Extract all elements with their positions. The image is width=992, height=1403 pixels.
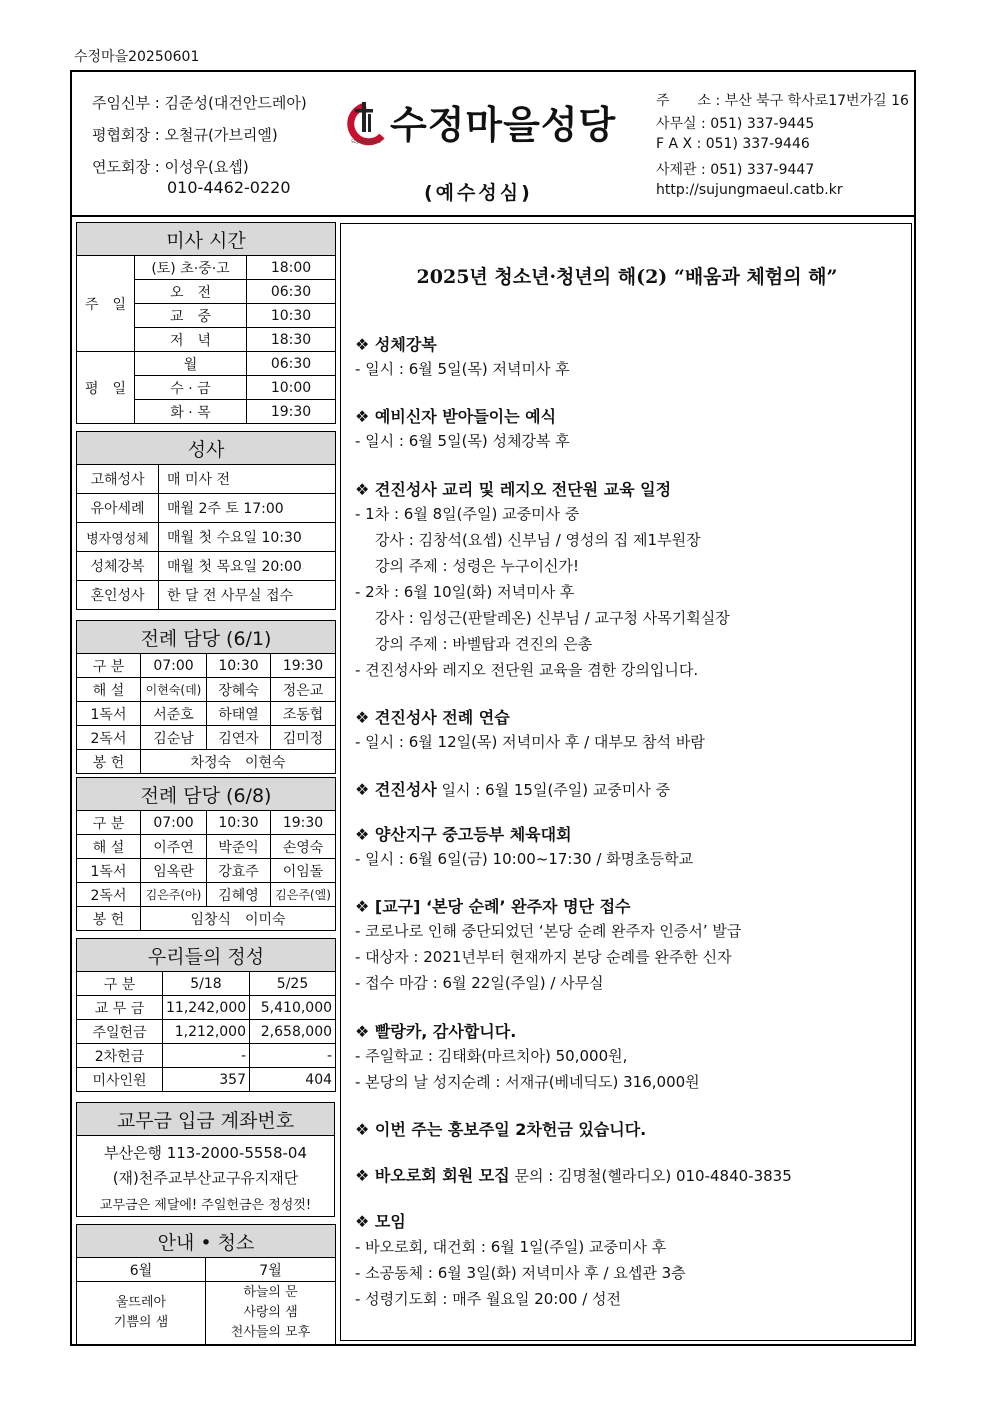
notice-text: - 2차 : 6월 10일(화) 저녁미사 후: [355, 583, 575, 601]
offering-table: [76, 938, 336, 1092]
mass-time: 18:30: [247, 328, 336, 352]
liturgy-role: 해 설: [77, 678, 141, 702]
notice-text: - 견진성사와 레지오 전단원 교육을 겸한 강의입니다.: [355, 661, 699, 679]
notice-section-heading: [355, 1209, 406, 1232]
notice-text: - 일시 : 6월 12일(목) 저녁미사 후 / 대부모 참석 바람: [355, 733, 705, 751]
notice-section-heading: [355, 1163, 792, 1186]
mass-time: 18:00: [247, 256, 336, 280]
notice-text: - 코로나로 인해 중단되었던 ‘본당 순례 완주자 인증서’ 발급: [355, 922, 742, 940]
liturgy-cell: 김은주(엘): [271, 883, 336, 907]
pastor: 주임신부 : 김준성(대건안드레아): [92, 94, 307, 112]
office-phone: 사무실 : 051) 337-9445: [656, 116, 815, 132]
cleaning-table: [76, 1224, 336, 1345]
bulletin-frame: [70, 70, 916, 1346]
notice-text: ❖ 이번 주는 홍보주일 2차헌금 있습니다.: [355, 1120, 647, 1139]
notice-text: 강의 주제 : 바벨탑과 견진의 은총: [375, 635, 593, 653]
liturgy-role: 봉 헌: [77, 750, 141, 774]
account-table: [76, 1102, 335, 1217]
liturgy-cell: 임옥란: [141, 859, 207, 883]
mass-time: 06:30: [247, 280, 336, 304]
notice-section-heading: [355, 1019, 516, 1042]
liturgy-role: 2독서: [77, 726, 141, 750]
liturgy-cell: 김순남: [141, 726, 207, 750]
notice-section-heading: [355, 404, 556, 427]
church-logo-icon: [346, 98, 390, 146]
liturgy-role: 1독서: [77, 859, 141, 883]
notice-item: [355, 946, 732, 967]
sacrament-value: 매월 첫 수요일 10:30: [159, 523, 336, 552]
notice-item: [375, 607, 730, 628]
notice-item: [355, 430, 570, 451]
mass-label: 저 녁: [135, 328, 247, 352]
address: 주 소 : 부산 북구 학사로17번가길 16: [656, 93, 909, 109]
cleaning-title: 안내 • 청소: [77, 1225, 336, 1258]
account-note: 교무금은 제달에! 주일헌금은 정성껏!: [77, 1190, 335, 1217]
sacrament-value: 매 미사 전: [159, 465, 336, 494]
notice-item: [355, 503, 579, 524]
notice-section-heading: [355, 1117, 646, 1140]
sacrament-name: 병자영성체: [77, 523, 159, 552]
mass-time: 10:30: [247, 304, 336, 328]
notice-item: [355, 1288, 621, 1309]
notice-text: - 바오로회, 대건회 : 6월 1일(주일) 교중미사 후: [355, 1238, 667, 1256]
notice-item: [355, 848, 693, 869]
notice-text: ❖ 양산지구 중고등부 체육대회: [355, 825, 572, 844]
notice-text: ❖ 견진성사: [355, 780, 437, 799]
notice-detail: 일시 : 6월 15일(주일) 교중미사 중: [436, 781, 671, 799]
account-holder: (재)천주교부산교구유지재단: [77, 1165, 335, 1190]
offering-label: 2차헌금: [77, 1044, 163, 1068]
notice-text: 강사 : 임성근(판탈레온) 신부님 / 교구청 사목기획실장: [375, 609, 730, 627]
sunday-label: 주 일: [77, 256, 135, 352]
offering-label: 주일헌금: [77, 1020, 163, 1044]
liturgy-cell: 김미정: [271, 726, 336, 750]
mass-label: 오 전: [135, 280, 247, 304]
notice-section-heading: [355, 477, 671, 500]
liturgy-cell: 김혜영: [207, 883, 271, 907]
liturgy-offer: 차정숙 이현숙: [141, 750, 336, 774]
liturgy-head: 10:30: [207, 811, 271, 835]
notice-detail: 문의 : 김명철(헬라디오) 010-4840-3835: [509, 1167, 792, 1185]
liturgy-cell: 조동협: [271, 702, 336, 726]
mass-label: 수 · 금: [135, 376, 247, 400]
offering-value: 11,242,000: [163, 996, 250, 1020]
notice-panel: [340, 223, 912, 1341]
offering-value: 404: [250, 1068, 336, 1092]
website-link[interactable]: http://sujungmaeul.catb.kr: [656, 182, 843, 198]
offering-head: 구 분: [77, 972, 163, 996]
cleaning-month: 6월: [77, 1258, 206, 1282]
cleaning-month: 7월: [206, 1258, 336, 1282]
liturgy-role: 2독서: [77, 883, 141, 907]
cleaning-group: 천사들의 모후: [230, 1325, 311, 1340]
notice-text: ❖ 바오로회 회원 모집: [355, 1166, 510, 1185]
notice-item: [355, 1262, 686, 1283]
fax: F A X : 051) 337-9446: [656, 136, 810, 152]
notice-text: 강의 주제 : 성령은 누구이신가!: [375, 557, 580, 575]
liturgy-cell: 강효주: [207, 859, 271, 883]
notice-text: ❖ 견진성사 교리 및 레지오 전단원 교육 일정: [355, 480, 672, 499]
offering-label: 교 무 금: [77, 996, 163, 1020]
mass-label: 월: [135, 352, 247, 376]
liturgy-title: 전례 담당 (6/1): [77, 621, 336, 654]
weekday-label: 평 일: [77, 352, 135, 424]
liturgy-head: 19:30: [271, 811, 336, 835]
notice-text: - 일시 : 6월 5일(목) 저녁미사 후: [355, 360, 570, 378]
liturgy-cell: 하태열: [207, 702, 271, 726]
mass-time: 10:00: [247, 376, 336, 400]
notice-section-heading: [355, 705, 510, 728]
liturgy-head: 07:00: [141, 654, 207, 678]
rectory-phone: 사제관 : 051) 337-9447: [656, 162, 815, 178]
notice-text: ❖ 견진성사 전례 연습: [355, 708, 510, 727]
liturgy-table-0601: [76, 620, 336, 774]
parish-subtitle: (예수성심): [424, 182, 533, 204]
liturgy-cell: 박준익: [207, 835, 271, 859]
notice-item: [355, 920, 741, 941]
liturgy-title: 전례 담당 (6/8): [77, 778, 336, 811]
offering-label: 미사인원: [77, 1068, 163, 1092]
notice-text: - 주일학교 : 김태화(마르치아) 50,000원,: [355, 1047, 628, 1065]
notice-item: [355, 581, 574, 602]
sacrament-name: 유아세례: [77, 494, 159, 523]
notice-section-heading: [355, 332, 437, 355]
svg-text:SUJUNGMAEUL: SUJUNGMAEUL: [351, 139, 381, 144]
liturgy-cell: 손영숙: [271, 835, 336, 859]
liturgy-cell: 이현숙(데): [141, 678, 207, 702]
notice-section-heading: [355, 777, 670, 800]
cleaning-group: 사랑의 샘: [243, 1305, 298, 1320]
liturgy-cell: 이주연: [141, 835, 207, 859]
liturgy-role: 1독서: [77, 702, 141, 726]
cleaning-group: 하늘의 문: [243, 1285, 298, 1300]
offering-value: 357: [163, 1068, 250, 1092]
notice-text: - 대상자 : 2021년부터 현재까지 본당 순례를 완주한 신자: [355, 948, 732, 966]
account-title: 교무금 입금 계좌번호: [77, 1103, 335, 1136]
notice-item: [375, 529, 701, 550]
sacrament-value: 매월 첫 목요일 20:00: [159, 552, 336, 581]
notice-item: [355, 972, 604, 993]
liturgy-table-0608: [76, 777, 336, 931]
offering-head: 5/18: [163, 972, 250, 996]
notice-section-heading: [355, 894, 630, 917]
bank-account: 부산은행 113-2000-5558-04: [77, 1136, 335, 1166]
notice-item: [355, 1045, 627, 1066]
notice-item: [355, 659, 698, 680]
notice-item: [355, 358, 570, 379]
sacrament-value: 매월 2주 토 17:00: [159, 494, 336, 523]
mass-time: 06:30: [247, 352, 336, 376]
notice-text: - 일시 : 6월 6일(금) 10:00~17:30 / 화명초등학교: [355, 850, 694, 868]
offering-value: 1,212,000: [163, 1020, 250, 1044]
sacrament-name: 고해성사: [77, 465, 159, 494]
parish-title: 수정마을성당: [390, 103, 617, 147]
sacrament-name: 성체강복: [77, 552, 159, 581]
notice-item: [375, 633, 592, 654]
offering-value: 2,658,000: [250, 1020, 336, 1044]
liturgy-cell: 김연자: [207, 726, 271, 750]
offering-title: 우리들의 정성: [77, 939, 336, 972]
liturgy-head: 10:30: [207, 654, 271, 678]
liturgy-cell: 정은교: [271, 678, 336, 702]
notice-item: [375, 555, 579, 576]
yeondo-president: 연도회장 : 이성우(요셉): [92, 158, 249, 176]
cleaning-group: 울뜨레아: [115, 1295, 167, 1310]
notice-text: ❖ 빨랑카, 감사합니다.: [355, 1022, 517, 1041]
notice-text: 강사 : 김창석(요셉) 신부님 / 영성의 집 제1부원장: [375, 531, 701, 549]
notice-item: [355, 1071, 700, 1092]
cleaning-july: [206, 1282, 336, 1345]
offering-value: -: [250, 1044, 336, 1068]
notice-section-heading: [355, 822, 572, 845]
notice-text: - 본당의 날 성지순례 : 서재규(베네딕도) 316,000원: [355, 1073, 700, 1091]
sacraments-title: 성사: [77, 432, 336, 465]
notice-title: 2025년 청소년·청년의 해(2) “배움과 체험의 해”: [416, 266, 838, 288]
sacrament-value: 한 달 전 사무실 접수: [159, 581, 336, 610]
liturgy-cell: 김은주(아): [141, 883, 207, 907]
notice-text: - 성령기도회 : 매주 월요일 20:00 / 성전: [355, 1290, 622, 1308]
mass-time: 19:30: [247, 400, 336, 424]
liturgy-cell: 서준호: [141, 702, 207, 726]
notice-text: ❖ 모임: [355, 1212, 406, 1231]
notice-text: - 소공동체 : 6월 3일(화) 저녁미사 후 / 요셉관 3층: [355, 1264, 686, 1282]
offering-value: -: [163, 1044, 250, 1068]
liturgy-role: 해 설: [77, 835, 141, 859]
mass-times-table: [76, 222, 336, 424]
mass-label: 교 중: [135, 304, 247, 328]
council-president: 평협회장 : 오철규(가브리엘): [92, 126, 278, 144]
mass-label: (토) 초·중·고: [135, 256, 247, 280]
document-id: 수정마을20250601: [74, 49, 200, 65]
liturgy-head: 구 분: [77, 654, 141, 678]
sacrament-name: 혼인성사: [77, 581, 159, 610]
notice-text: - 1차 : 6월 8일(주일) 교중미사 중: [355, 505, 580, 523]
notice-text: ❖ 성체강복: [355, 335, 437, 354]
liturgy-role: 봉 헌: [77, 907, 141, 931]
cleaning-june: [77, 1282, 206, 1345]
offering-value: 5,410,000: [250, 996, 336, 1020]
liturgy-cell: 장혜숙: [207, 678, 271, 702]
liturgy-head: 19:30: [271, 654, 336, 678]
liturgy-cell: 이임돌: [271, 859, 336, 883]
offering-head: 5/25: [250, 972, 336, 996]
notice-text: ❖ 예비신자 받아들이는 예식: [355, 407, 557, 426]
notice-text: - 일시 : 6월 5일(목) 성체강복 후: [355, 432, 570, 450]
liturgy-head: 구 분: [77, 811, 141, 835]
mass-times-title: 미사 시간: [77, 223, 336, 256]
header: [72, 72, 914, 217]
liturgy-head: 07:00: [141, 811, 207, 835]
notice-text: ❖ [교구] ‘본당 순례’ 완주자 명단 접수: [355, 897, 631, 916]
liturgy-offer: 임창식 이미숙: [141, 907, 336, 931]
mass-label: 화 · 목: [135, 400, 247, 424]
cleaning-group: 기쁨의 샘: [113, 1315, 169, 1330]
notice-item: [355, 1236, 666, 1257]
notice-text: - 접수 마감 : 6월 22일(주일) / 사무실: [355, 974, 604, 992]
sacraments-table: [76, 431, 336, 610]
notice-item: [355, 731, 705, 752]
yeondo-phone: 010-4462-0220: [167, 178, 291, 197]
